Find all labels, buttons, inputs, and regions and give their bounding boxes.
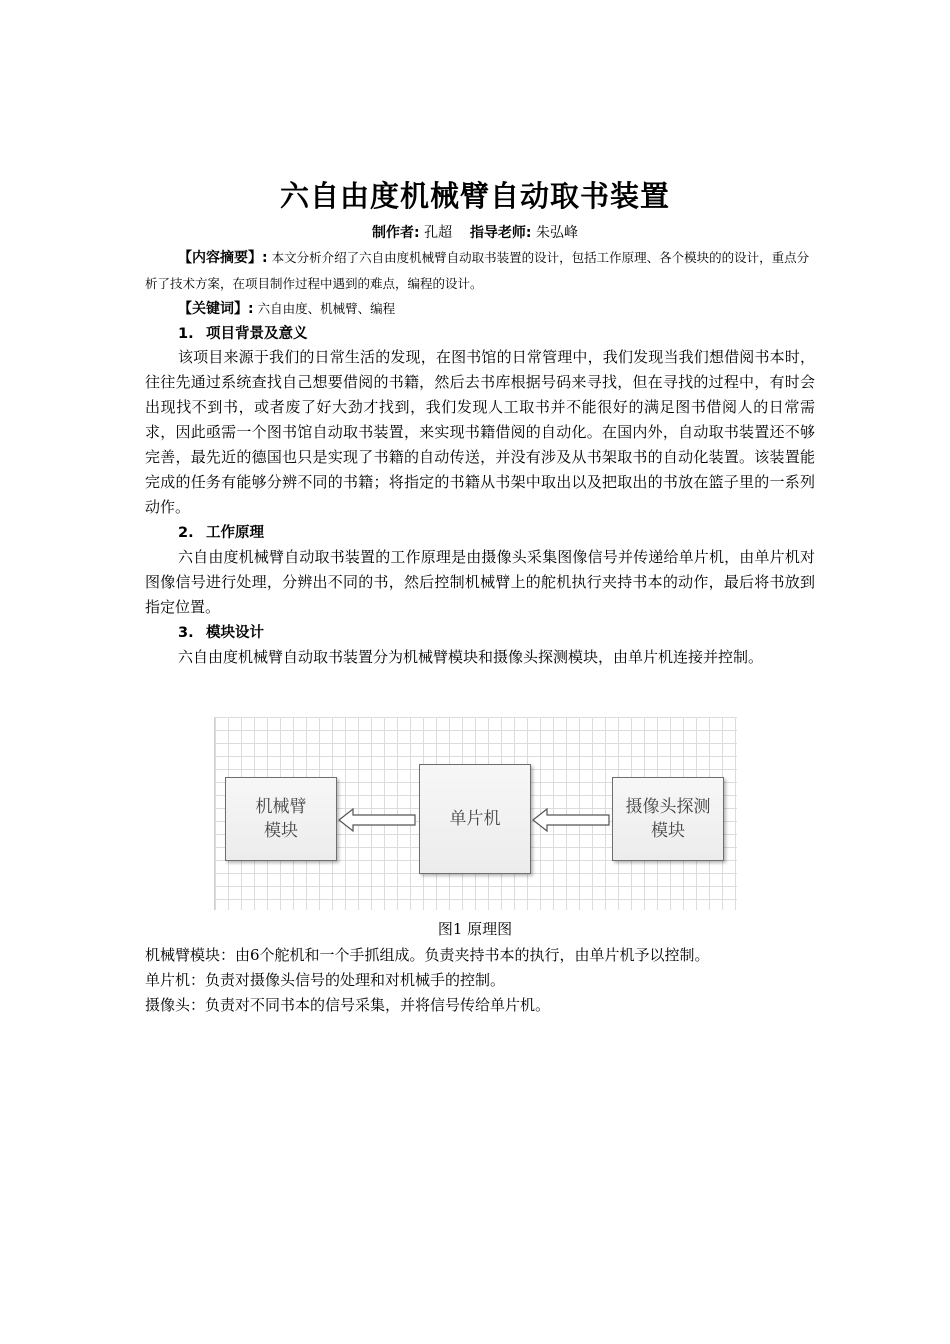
keywords-text: 六自由度、机械臂、编程 <box>257 301 396 316</box>
abstract-text: 本文分析介绍了六自由度机械臂自动取书装置的设计，包括工作原理、各个模块的的设计，重点分析了技术方案，在项目制作过程中遇到的难点，编程的设计。 <box>145 250 810 291</box>
advisor-label: 指导老师: <box>469 225 532 241</box>
author-name: 孔超 <box>424 225 453 241</box>
abstract-label: 【内容摘要】: <box>178 250 268 266</box>
section-body-3: 六自由度机械臂自动取书装置分为机械臂模块和摄像头探测模块，由单片机连接并控制。 <box>178 648 764 666</box>
camera-module-box: 摄像头探测模块 <box>612 777 724 861</box>
principle-diagram <box>214 717 737 910</box>
section-heading-3: 3. 模块设计 <box>178 625 264 641</box>
arrow-mcu-to-arm <box>337 807 417 833</box>
figure-caption: 图1 原理图 <box>437 920 513 938</box>
document-title: 六自由度机械臂自动取书装置 <box>279 179 670 213</box>
mcu-box: 单片机 <box>419 764 531 874</box>
author-label: 制作者: <box>372 225 420 241</box>
arm-module-box: 机械臂模块 <box>225 777 337 861</box>
section-body-2: 六自由度机械臂自动取书装置的工作原理是由摄像头采集图像信号并传递给单片机，由单片机对图像信号进行处理，分辨出不同的书，然后控制机械臂上的舵机执行夹持书本的动作，最后将书放到指定位置。 <box>145 548 815 616</box>
advisor-name: 朱弘峰 <box>535 225 578 241</box>
section-heading-2: 2. 工作原理 <box>178 525 264 541</box>
abstract-paragraph <box>145 245 810 296</box>
camera-description: 摄像头：负责对不同书本的信号采集，并将信号传给单片机。 <box>145 996 551 1014</box>
arrow-camera-to-mcu <box>531 807 611 833</box>
arm-description: 机械臂模块：由6个舵机和一个手抓组成。负责夹持书本的执行，由单片机予以控制。 <box>145 946 710 964</box>
authors-line <box>0 222 950 242</box>
keywords-label: 【关键词】: <box>178 301 254 317</box>
mcu-description: 单片机：负责对摄像头信号的处理和对机械手的控制。 <box>145 971 506 989</box>
keywords-paragraph <box>145 296 810 322</box>
section-heading-1: 1. 项目背景及意义 <box>178 326 308 342</box>
section-body-1: 该项目来源于我们的日常生活的发现，在图书馆的日常管理中，我们发现当我们想借阅书本时，往往先通过系统查找自己想要借阅的书籍，然后去书库根据号码来寻找，但在寻找的过程中，有时会出现找不到书，或者废了好大劲才找到，我们发现人工取书并不能很好的满足图书借阅人的日常需求，因此亟需一个图书馆自动取书装置，来实现书籍借阅的自动化。在国内外，自动取书装置还不够完善，最先近的德国也只是实现了书籍的自动传送，并没有涉及从书架取书的自动化装置。该装置能完成的任务有能够分辨不同的书籍；将指定的书籍从书架中取出以及把取出的书放在篮子里的一系列动作。 <box>145 348 815 516</box>
